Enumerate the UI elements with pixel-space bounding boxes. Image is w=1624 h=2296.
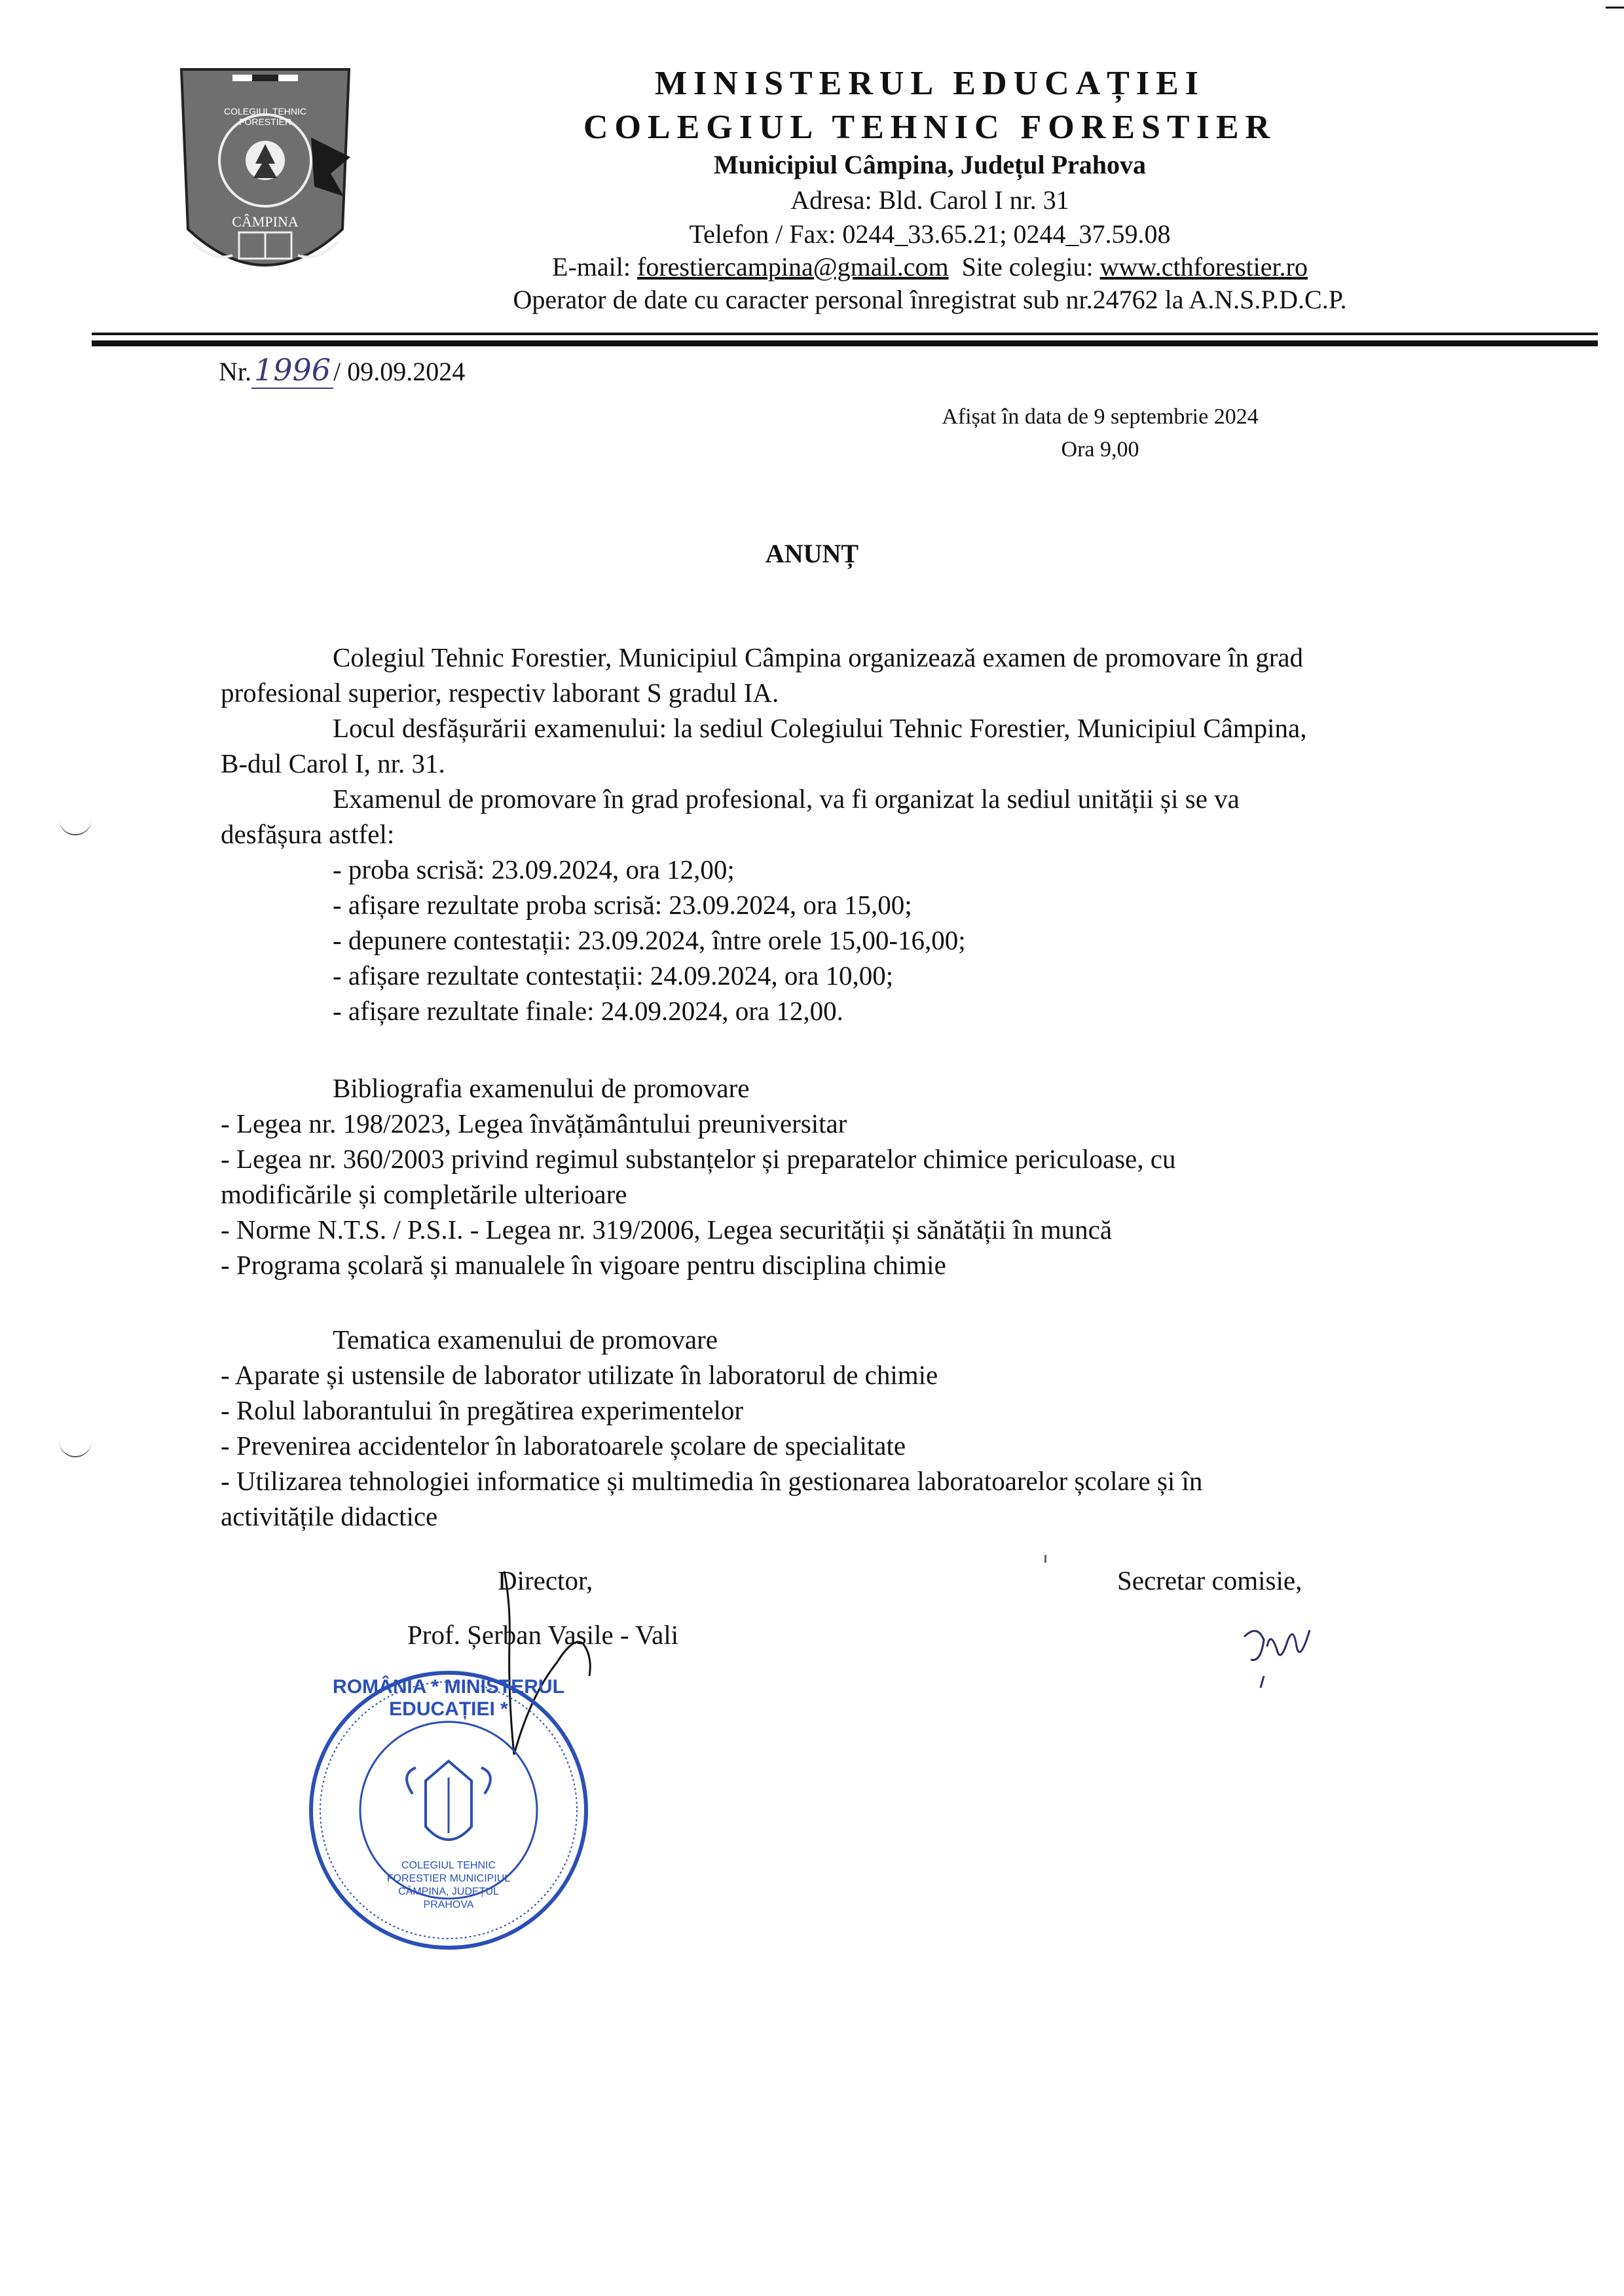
contact-line xyxy=(367,251,1493,282)
posting-time: Ora 9,00 xyxy=(1061,437,1139,462)
bibliography-item: - Norme N.T.S. / P.S.I. - Legea nr. 319/2006, Legea securității și sănătății în muncă xyxy=(221,1214,1113,1245)
punch-hole-mark xyxy=(59,1440,92,1457)
topic-item: activitățile didactice xyxy=(221,1501,438,1531)
schedule-item: - afișare rezultate finale: 24.09.2024, ora 12,00. xyxy=(333,996,843,1026)
schedule-item: - proba scrisă: 23.09.2024, ora 12,00; xyxy=(333,854,735,884)
schedule-item: - depunere contestații: 23.09.2024, între orele 15,00-16,00; xyxy=(333,925,966,955)
director-name: Prof. Șerban Vasile - Vali xyxy=(407,1620,679,1650)
header-divider-thick xyxy=(92,340,1598,346)
paragraph-3-line-2: desfășura astfel: xyxy=(221,819,395,849)
school-logo xyxy=(167,65,363,301)
site-label: Site colegiu: xyxy=(948,252,1100,282)
school-heading: COLEGIUL TEHNIC FORESTIER xyxy=(583,109,1277,146)
schedule-item: - afișare rezultate proba scrisă: 23.09.2024, ora 15,00; xyxy=(333,890,912,920)
posting-date: Afișat în data de 9 septembrie 2024 xyxy=(942,405,1259,429)
paragraph-2-line-2: B-dul Carol I, nr. 31. xyxy=(221,748,445,778)
registration-number xyxy=(219,352,465,389)
director-title: Director, xyxy=(498,1565,593,1595)
data-operator-line: Operator de date cu caracter personal înregistrat sub nr.24762 la A.N.S.P.D.C.P. xyxy=(513,285,1347,314)
school-location: Municipiul Câmpina, Județul Prahova xyxy=(713,150,1147,179)
header-divider-thin xyxy=(92,333,1598,335)
stamp-inner-text: COLEGIUL TEHNIC FORESTIER MUNICIPIUL CÂMPINA, JUDEȚUL PRAHOVA xyxy=(386,1860,511,1910)
email-link[interactable]: forestiercampina@gmail.com xyxy=(637,252,949,282)
topic-item: - Rolul laborantului în pregătirea experimentelor xyxy=(221,1395,744,1425)
paragraph-1-line-2: profesional superior, respectiv laborant S gradul IA. xyxy=(221,678,779,708)
bibliography-item: - Programa școlară și manualele în vigoare pentru disciplina chimie xyxy=(221,1250,946,1280)
paragraph-2-line-1: Locul desfășurării examenului: la sediul Colegiului Tehnic Forestier, Municipiul Câmpina, xyxy=(333,713,1307,743)
email-label: E-mail: xyxy=(552,252,638,282)
stamp-outer-text: ROMÂNIA * MINISTERUL EDUCAȚIEI * xyxy=(333,1676,564,1720)
topic-item: - Prevenirea accidentelor în laboratoarele școlare de specialitate xyxy=(221,1430,906,1461)
bibliography-heading: Bibliografia examenului de promovare xyxy=(333,1073,750,1103)
logo-text-bottom: CÂMPINA xyxy=(232,213,299,230)
bibliography-item: modificările și completările ulterioare xyxy=(221,1179,627,1209)
ministry-heading: MINISTERUL EDUCAȚIEI xyxy=(654,65,1206,102)
secretary-signature xyxy=(1231,1611,1336,1696)
registration-handwritten-number: 1996 xyxy=(251,352,333,389)
bibliography-item: - Legea nr. 198/2023, Legea învățământului preuniversitar xyxy=(221,1108,847,1139)
topic-item: - Aparate și ustensile de laborator utilizate în laboratorul de chimie xyxy=(221,1360,938,1390)
school-phone: Telefon / Fax: 0244_33.65.21; 0244_37.59.08 xyxy=(689,219,1171,249)
punch-hole-mark xyxy=(59,818,92,835)
secretary-title: Secretar comisie, xyxy=(1117,1565,1302,1595)
schedule-item: - afișare rezultate contestații: 24.09.2024, ora 10,00; xyxy=(333,960,894,991)
website-link[interactable]: www.cthforestier.ro xyxy=(1099,252,1308,282)
topics-heading: Tematica examenului de promovare xyxy=(333,1324,718,1355)
document-title: ANUNȚ xyxy=(765,539,859,568)
topic-item: - Utilizarea tehnologiei informatice și multimedia în gestionarea laboratoarelor școlare și în xyxy=(221,1466,1203,1496)
registration-date: / 09.09.2024 xyxy=(333,357,466,386)
logo-text-top: COLEGIUL TEHNIC FORESTIER xyxy=(223,106,307,127)
bibliography-item: - Legea nr. 360/2003 privind regimul substanțelor și preparatelor chimice periculoase, cu xyxy=(221,1144,1176,1174)
top-edge-mark xyxy=(1606,7,1624,9)
registration-prefix: Nr. xyxy=(219,357,251,386)
school-address: Adresa: Bld. Carol I nr. 31 xyxy=(790,185,1069,215)
paragraph-3-line-1: Examenul de promovare în grad profesional, va fi organizat la sediul unității și se va xyxy=(333,784,1240,814)
paragraph-1-line-1: Colegiul Tehnic Forestier, Municipiul Câmpina organizează examen de promovare în grad xyxy=(333,642,1304,672)
posting-info xyxy=(904,401,1297,466)
official-stamp xyxy=(301,1663,596,1958)
scan-artifact xyxy=(1044,1555,1046,1563)
